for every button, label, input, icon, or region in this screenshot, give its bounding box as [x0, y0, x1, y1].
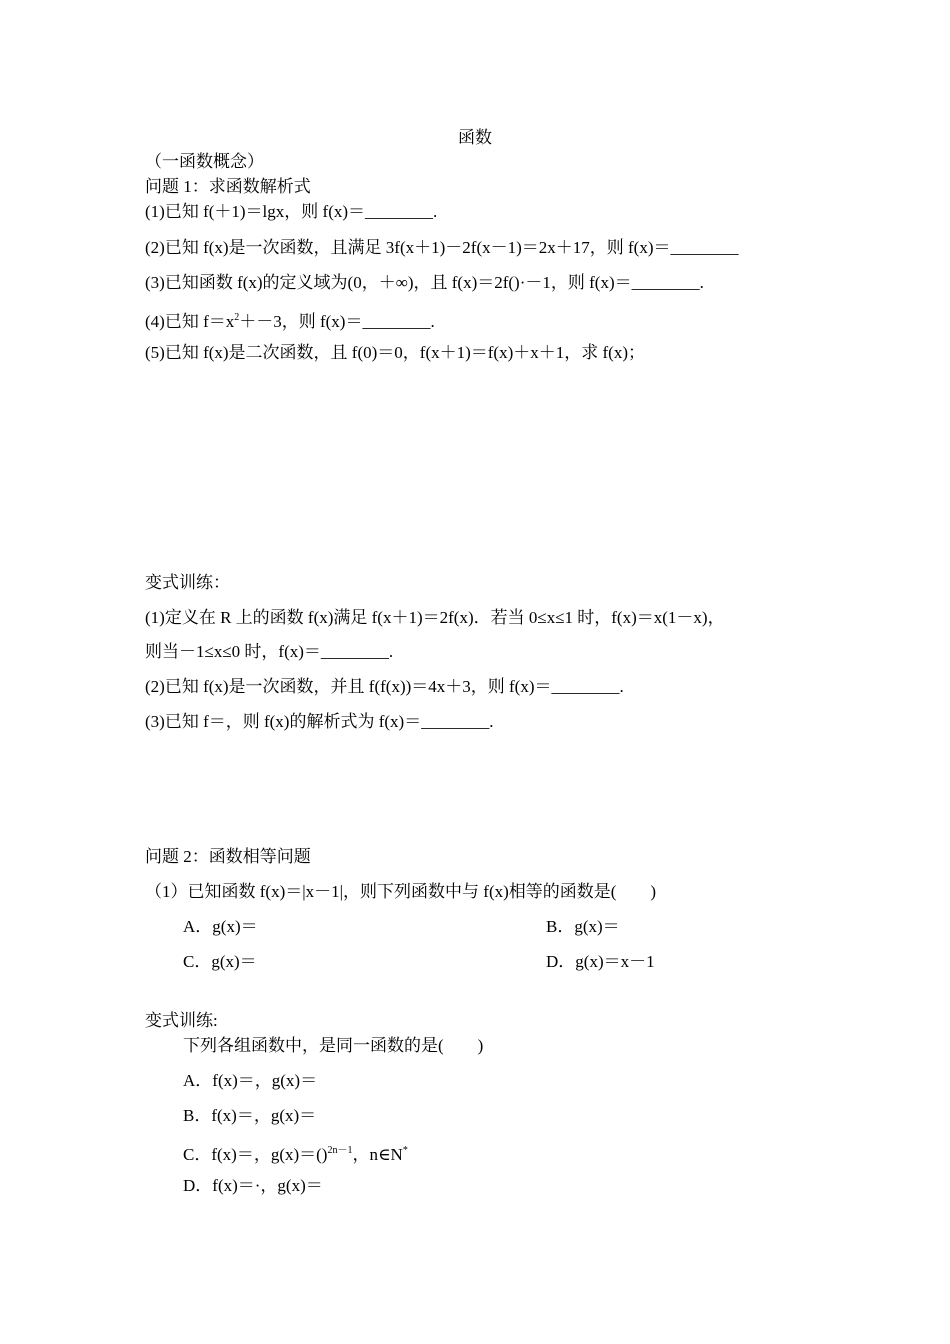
- v2-option-b: B．f(x)＝，g(x)＝: [183, 1106, 317, 1125]
- question-1-heading: 问题 1：求函数解析式: [145, 177, 311, 196]
- q2-stem: （1）已知函数 f(x)＝|x－1|，则下列函数中与 f(x)相等的函数是( ): [145, 882, 657, 901]
- q1-item-2: (2)已知 f(x)是一次函数，且满足 3f(x＋1)－2f(x－1)＝2x＋17，则 f(x)＝________: [145, 238, 739, 257]
- variant-2-heading: 变式训练:: [145, 1011, 218, 1030]
- variant-1-heading: 变式训练：: [145, 573, 230, 592]
- q1-item-4-rest: ＋－3，则 f(x)＝________.: [239, 312, 435, 331]
- q1-item-4-text: (4)已知 f＝x: [145, 312, 235, 331]
- superscript: 2n－1: [327, 1145, 353, 1156]
- superscript: *: [402, 1145, 408, 1156]
- q2-option-b: B．g(x)＝: [546, 917, 620, 936]
- v2-option-c-rest: ，n∈N: [352, 1145, 403, 1164]
- q1-item-3: (3)已知函数 f(x)的定义域为(0，＋∞)，且 f(x)＝2f()·－1，则 f(x)＝________.: [145, 273, 704, 292]
- v1-item-3: (3)已知 f＝，则 f(x)的解析式为 f(x)＝________.: [145, 712, 494, 731]
- v1-item-1-cont: 则当－1≤x≤0 时，f(x)＝________.: [145, 642, 394, 661]
- q2-option-d: D．g(x)＝x－1: [546, 952, 655, 971]
- q2-option-a: A．g(x)＝: [183, 917, 258, 936]
- v1-item-1: (1)定义在 R 上的函数 f(x)满足 f(x＋1)＝2f(x)．若当 0≤x≤1 时，f(x)＝x(1－x)，: [145, 608, 725, 627]
- superscript: 2: [234, 312, 240, 323]
- q2-option-c: C．g(x)＝: [183, 952, 257, 971]
- page-title: 函数: [458, 128, 492, 147]
- q1-item-4: [145, 307, 435, 333]
- question-2-heading: 问题 2：函数相等问题: [145, 847, 311, 866]
- v2-stem: 下列各组函数中，是同一函数的是( ): [183, 1036, 484, 1055]
- q1-item-5: (5)已知 f(x)是二次函数，且 f(0)＝0，f(x＋1)＝f(x)＋x＋1，求 f(x)；: [145, 343, 645, 362]
- v2-option-c: [183, 1140, 408, 1166]
- q1-item-1: (1)已知 f(＋1)＝lgx，则 f(x)＝________.: [145, 202, 438, 221]
- section-subtitle: （一函数概念）: [145, 152, 264, 171]
- v2-option-c-text: C．f(x)＝，g(x)＝(): [183, 1145, 328, 1164]
- v2-option-d: D．f(x)＝·，g(x)＝: [183, 1176, 323, 1195]
- v1-item-2: (2)已知 f(x)是一次函数，并且 f(f(x))＝4x＋3，则 f(x)＝________.: [145, 677, 624, 696]
- v2-option-a: A．f(x)＝，g(x)＝: [183, 1071, 318, 1090]
